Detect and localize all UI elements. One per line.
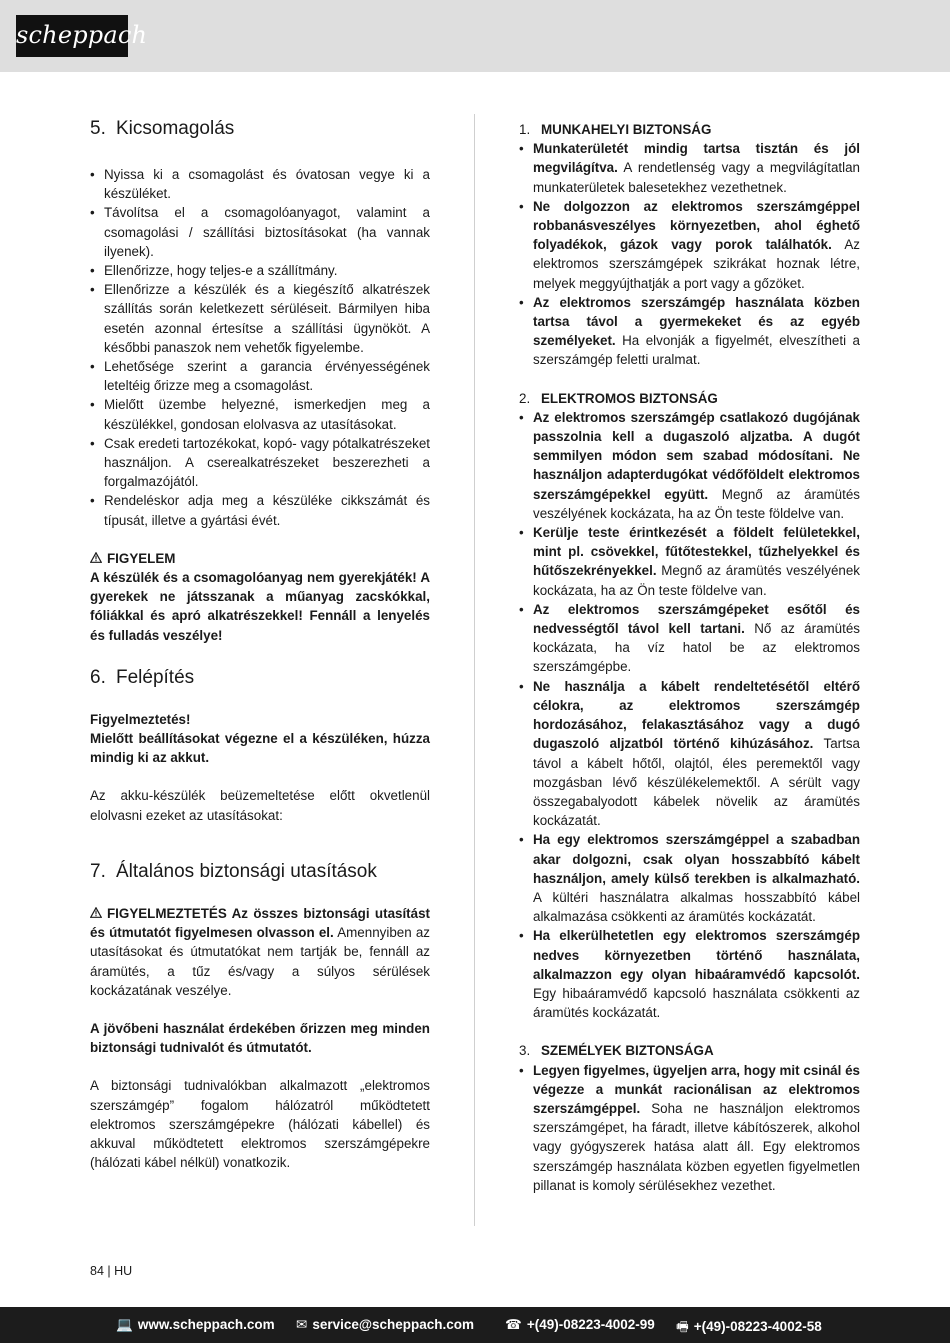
list-item: • Ne használja a kábelt rendeltetésétől eltérő célokra, az elektromos szerszámgép hordozásához, felakasztásához vagy a dugó dugaszoló aljzatból történő kihúzásához. Tartsa távol a kábelt hőtől, olajtól, éles peremektől vagy mozgásban lévő készülékelemektől. A sérült vagy összegabalyodott kábelek növelik az áramütés kockázatát.: [519, 677, 860, 831]
list-item: • Az elektromos szerszámgép csatlakozó dugójának passzolnia kell a dugaszoló aljzatba. A dugót semmilyen módon sem szabad módosítani. Ne használjon adapterdugókat védőföldelt elektromos szerszámgépekkel együtt. Megnő az áramütés veszélyének kockázata, ha az Ön teste földelve van.: [519, 408, 860, 523]
subsection-1-heading: 1. MUNKAHELYI BIZTONSÁG: [519, 122, 712, 137]
section-7-heading: 7. Általános biztonsági utasítások: [90, 860, 377, 882]
list-item: • Mielőtt üzembe helyezné, ismerkedjen meg a készülékkel, gondosan elolvasva az utasításokat.: [90, 395, 430, 433]
s6-warning-label: Figyelmeztetés!: [90, 711, 191, 727]
footer-bar: [0, 1307, 950, 1343]
list-item: • Kerülje teste érintkezését a földelt felületekkel, mint pl. csövekkel, fűtőtestekkel, tűzhelyekkel és hűtőszekrényekkel. Megnő az áramütés veszélyének kockázata, ha az Ön teste földelve van.: [519, 523, 860, 600]
computer-icon: 💻: [116, 1317, 133, 1332]
left-column: [90, 112, 430, 1172]
list-item: • Ha egy elektromos szerszámgéppel a szabadban akar dolgozni, csak olyan hosszabbító kábelt használjon, amely külső terekben is alkalmazható. A kültéri használatra alkalmas hosszabbító kábel alkalmazása csökkenti az áramütés kockázatát.: [519, 830, 860, 926]
unpacking-list: [90, 165, 430, 530]
fax-icon: 🖷: [676, 1319, 689, 1334]
list-item: • Csak eredeti tartozékokat, kopó- vagy pótalkatrészeket használjon. A cserealkatrészeket beszerezheti a forgalmazójától.: [90, 434, 430, 492]
s7-paragraph: A biztonsági tudnivalókban alkalmazott „elektromos szerszámgép” fogalom hálózatról működtetett elektromos szerszámgépekre (hálózati kábellel) és akkuval működtetett elektromos szerszámgépekre (hálózati kábel nélkül) vonatkozik.: [90, 1078, 430, 1171]
warning-block: FIGYELEM: [90, 549, 430, 568]
list-item: • Ne dolgozzon az elektromos szerszámgéppel robbanásveszélyes környezetben, ahol éghető folyadékok, gázok vagy porok találhatók. Az elektromos szerszámgépek szikrákat hoznak létre, melyek meggyújthatják a port vagy a gőzöket.: [519, 197, 860, 293]
list-item: • Ellenőrizze, hogy teljes-e a szállítmány.: [90, 261, 430, 280]
phone-icon: ☎: [505, 1317, 522, 1332]
list-item: • Az elektromos szerszámgépeket esőtől és nedvességtől távol kell tartani. Nő az áramütés kockázata, ha víz hatol be az elektromos szerszámgépbe.: [519, 600, 860, 677]
mail-icon: ✉: [296, 1317, 308, 1332]
warning-triangle-icon: [90, 908, 101, 918]
subsection-3-heading: 3. SZEMÉLYEK BIZTONSÁGA: [519, 1043, 714, 1059]
list-item: • Távolítsa el a csomagolóanyagot, valamint a csomagolási / szállítási biztosításokat (ha vannak ilyenek).: [90, 203, 430, 261]
s6-warning-text: Mielőtt beállításokat végezne el a készüléken, húzza mindig ki az akkut.: [90, 731, 430, 766]
list-item: • Ellenőrizze a készülék és a kiegészítő alkatrészek szállítás során keletkezett sérüléseit. Bármilyen hiba esetén azonnal értesítse a szállítási ügynököt. A későbbi panaszok nem vehetők figyelembe.: [90, 280, 430, 357]
list-item: • Legyen figyelmes, ügyeljen arra, hogy mit csinál és végezze a munkát racionálisan az elektromos szerszámgéppel. Soha ne használjon elektromos szerszámgépet, ha fáradt, illetve kábítószerek, alkohol vagy gyógyszerek hatása alatt áll. Egy elektromos szerszámgép használata közben egyetlen figyelmetlen pillanat is komoly sérülésekhez vezethet.: [519, 1061, 860, 1195]
top-header-bar: [0, 0, 950, 72]
warning-text: A készülék és a csomagolóanyag nem gyerekjáték! A gyerekek ne játsszanak a műanyag zacskókkal, fóliákkal és apró alkatrészekkel! Fennáll a lenyelés és fulladás veszélye!: [90, 570, 430, 643]
right-column: [519, 120, 860, 1195]
list-item: • Az elektromos szerszámgép használata közben tartsa távol a gyermekeket és az egyéb személyeket. Ha elvonják a figyelmét, elveszítheti a szerszámgép feletti uralmat.: [519, 293, 860, 370]
section-6-heading: 6. Felépítés: [90, 666, 195, 688]
footer-phone[interactable]: ☎ +(49)-08223-4002-99: [505, 1317, 655, 1332]
page-number: 84 | HU: [90, 1264, 133, 1278]
column-divider: [474, 114, 475, 1226]
list-item: • Ha elkerülhetetlen egy elektromos szerszámgép nedves környezetben történő használata, alkalmazzon egy olyan hibaáramvédő kapcsolót. Egy hibaáramvédő kapcsoló használata csökkenti az áramütés kockázatát.: [519, 926, 860, 1022]
s7-warning: FIGYELMEZTETÉS Az összes biztonsági utasítást és útmutatót figyelmesen olvasson el. Amennyiben az utasításokat és útmutatókat nem tartják be, fennáll az áramütés, a tűz és/vagy a súlyos sérülések kockázatának veszélye.: [90, 905, 430, 998]
s6-paragraph: Az akku-készülék beüzemeltetése előtt okvetlenül elolvasni ezeket az utasításokat:: [90, 788, 430, 823]
footer-email[interactable]: ✉ service@scheppach.com: [296, 1317, 475, 1332]
list-item: • Munkaterületét mindig tartsa tisztán és jól megvilágítva. A rendetlenség vagy a megvilágítatlan munkaterületek balesetekhez vezethetnek.: [519, 139, 860, 197]
electrical-safety-list: [519, 408, 860, 1023]
workplace-safety-list: [519, 139, 860, 369]
list-item: • Lehetősége szerint a garancia érvényességének leteltéig őrizze meg a csomagolást.: [90, 357, 430, 395]
personal-safety-list: [519, 1061, 860, 1195]
list-item: • Rendeléskor adja meg a készüléke cikkszámát és típusát, illetve a gyártási évét.: [90, 491, 430, 529]
footer-fax[interactable]: 🖷 +(49)-08223-4002-58: [676, 1319, 822, 1334]
section-5-heading: 5. Kicsomagolás: [90, 118, 235, 139]
footer-web[interactable]: 💻 www.scheppach.com: [116, 1317, 275, 1332]
s7-bold-paragraph: A jövőbeni használat érdekében őrizzen meg minden biztonsági tudnivalót és útmutatót.: [90, 1020, 430, 1056]
scheppach-logo: scheppach: [16, 15, 128, 57]
subsection-2-heading: 2. ELEKTROMOS BIZTONSÁG: [519, 390, 718, 406]
list-item: • Nyissa ki a csomagolást és óvatosan vegye ki a készüléket.: [90, 165, 430, 203]
warning-triangle-icon: [90, 553, 101, 563]
